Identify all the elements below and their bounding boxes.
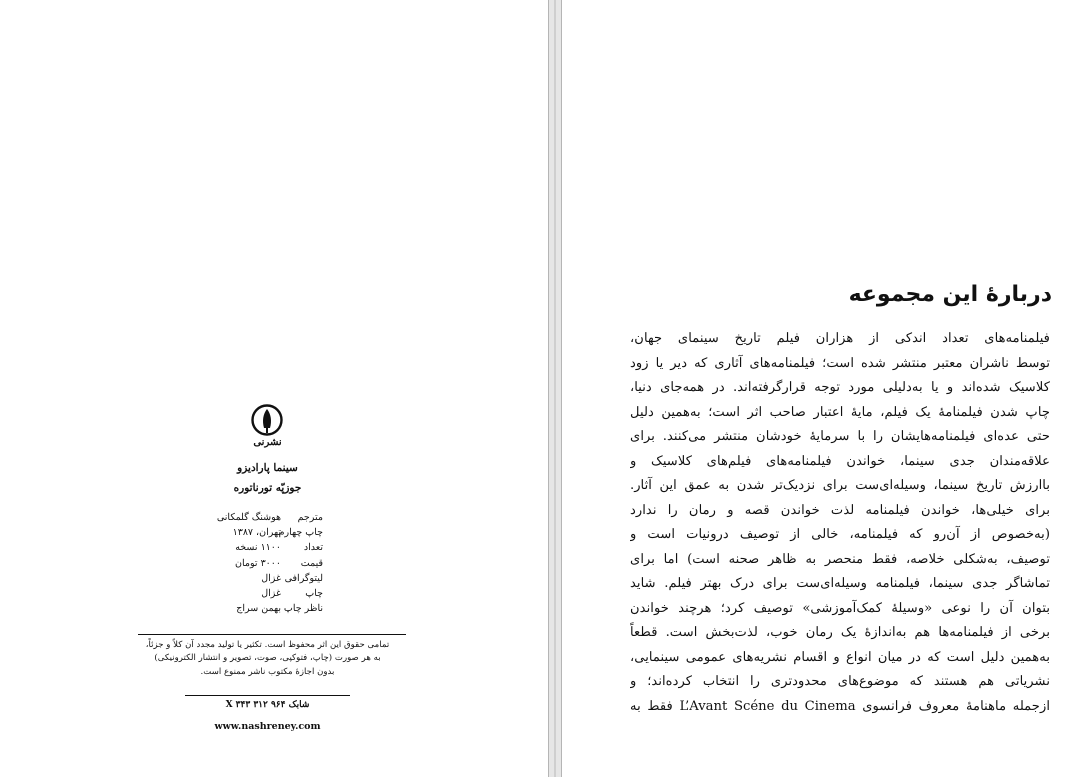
text-line: حتی عده‌ای فیلمنامه‌هایشان را با سرمایهٔ خودشان منتشر می‌کنند. برای: [630, 429, 1050, 444]
detail-value: هوشنگ گلمکانی: [216, 512, 281, 523]
copyright-line: به هر صورت (چاپ، فتوکپی، صوت، تصویر و انتشار الکترونیکی): [154, 653, 381, 664]
divider: [138, 634, 406, 635]
detail-row: [198, 556, 323, 571]
detail-value: تهران، ۱۳۸۷: [232, 527, 281, 539]
detail-label: تعداد: [303, 542, 323, 554]
text-line: باارزش تاریخ سینما، وسیله‌ای‌ست برای نزدیک‌تر شدن به عمق این آثار.: [630, 478, 1050, 493]
gutter-fold: [554, 0, 556, 777]
book-title: سینما پارادیزو: [237, 462, 298, 474]
text-line: نشریاتی هم هستند که موضوع‌های محدودتری را انتخاب کرده‌اند؛ و: [630, 674, 1050, 689]
detail-value: غزال: [261, 572, 281, 584]
detail-row: [198, 525, 323, 540]
publication-details: [198, 510, 323, 616]
text-line: به‌همین دلیل است که در میان انواع و اقسام نشریه‌های عمومی سینمایی،: [630, 649, 1050, 665]
text-line: ازجمله ماهنامهٔ معروف فرانسوی L’Avant Scéne du Cinema فقط به: [630, 698, 1050, 714]
copyright-notice: [130, 639, 405, 679]
detail-value: ۳۰۰۰ تومان: [235, 557, 281, 569]
text-line: توسط ناشران معتبر منتشر شده است؛ فیلمنامه‌های آثاری که دیر یا زود: [630, 355, 1050, 371]
divider: [185, 695, 350, 696]
detail-row: [198, 571, 323, 586]
detail-label: لیتوگرافی: [284, 572, 323, 584]
text-line: علاقه‌مندان جدی سینما، خواندن فیلمنامه‌های فیلم‌های کلاسیک و: [630, 453, 1050, 469]
detail-row: [198, 540, 323, 555]
text-line: برخی از فیلمنامه‌ها هم به‌اندازهٔ یک رمان خوب، لذت‌بخش است. قطعاً: [630, 625, 1050, 640]
text-line: بتوان آن را نوعی «وسیلهٔ کمک‌آموزشی» توصیف کرد؛ هرچند خواندن: [630, 600, 1050, 616]
isbn: شابک X ۳۴۳ ۳۱۲ ۹۶۴: [225, 700, 310, 710]
text-line: کلاسیک شده‌اند و یا به‌دلیلی مورد توجه قرارگرفته‌اند. در همه‌جای دنیا،: [630, 380, 1050, 395]
page-title: دربارهٔ این مجموعه: [848, 282, 1052, 307]
detail-label: ناظر چاپ: [283, 603, 323, 615]
detail-row: [198, 601, 323, 616]
text-line: (به‌خصوص از آن‌رو که فیلمنامه، خالی از توصیف درونیات است و: [630, 527, 1050, 542]
text-line: توصیف، به‌شکلی خلاصه، فقط منحصر به ظاهر صحنه است) اما برای: [630, 551, 1050, 567]
copyright-line: بدون اجازهٔ مکتوب ناشر ممنوع است.: [200, 666, 335, 677]
detail-label: چاپ چهارم: [278, 527, 323, 539]
detail-value: ۱۱۰۰ نسخه: [235, 542, 281, 554]
text-line: تماشاگر جدی سینما، فیلمنامه وسیله‌ای‌ست برای درک بهتر فیلم. شاید: [630, 576, 1050, 591]
detail-row: [198, 510, 323, 525]
publisher-website: www.nashreney.com: [214, 721, 321, 732]
detail-value: بهمن سراج: [236, 603, 281, 615]
detail-label: مترجم: [297, 512, 323, 523]
text-line: فیلمنامه‌های تعداد اندکی از هزاران فیلم تاریخ سینمای جهان،: [630, 331, 1050, 346]
article-body: [630, 327, 1050, 719]
copyright-line: تمامی حقوق این اثر محفوظ است. تکثیر یا تولید مجدد آن کلاً و جزئاً،: [145, 640, 390, 650]
text-line: برای خیلی‌ها، خواندن فیلمنامه لذت خواندن قصه و رمان را ندارد: [630, 502, 1050, 518]
detail-row: [198, 586, 323, 601]
detail-value: غزال: [261, 588, 281, 600]
publisher-name: نشرنی: [253, 437, 282, 448]
text-line: چاپ شدن فیلمنامهٔ یک فیلم، مایهٔ اعتبار صاحب اثر است؛ به‌همین دلیل: [630, 404, 1050, 420]
detail-label: قیمت: [300, 557, 323, 569]
detail-label: چاپ: [305, 588, 323, 600]
book-author: جوزپّه تورناتوره: [233, 482, 302, 494]
